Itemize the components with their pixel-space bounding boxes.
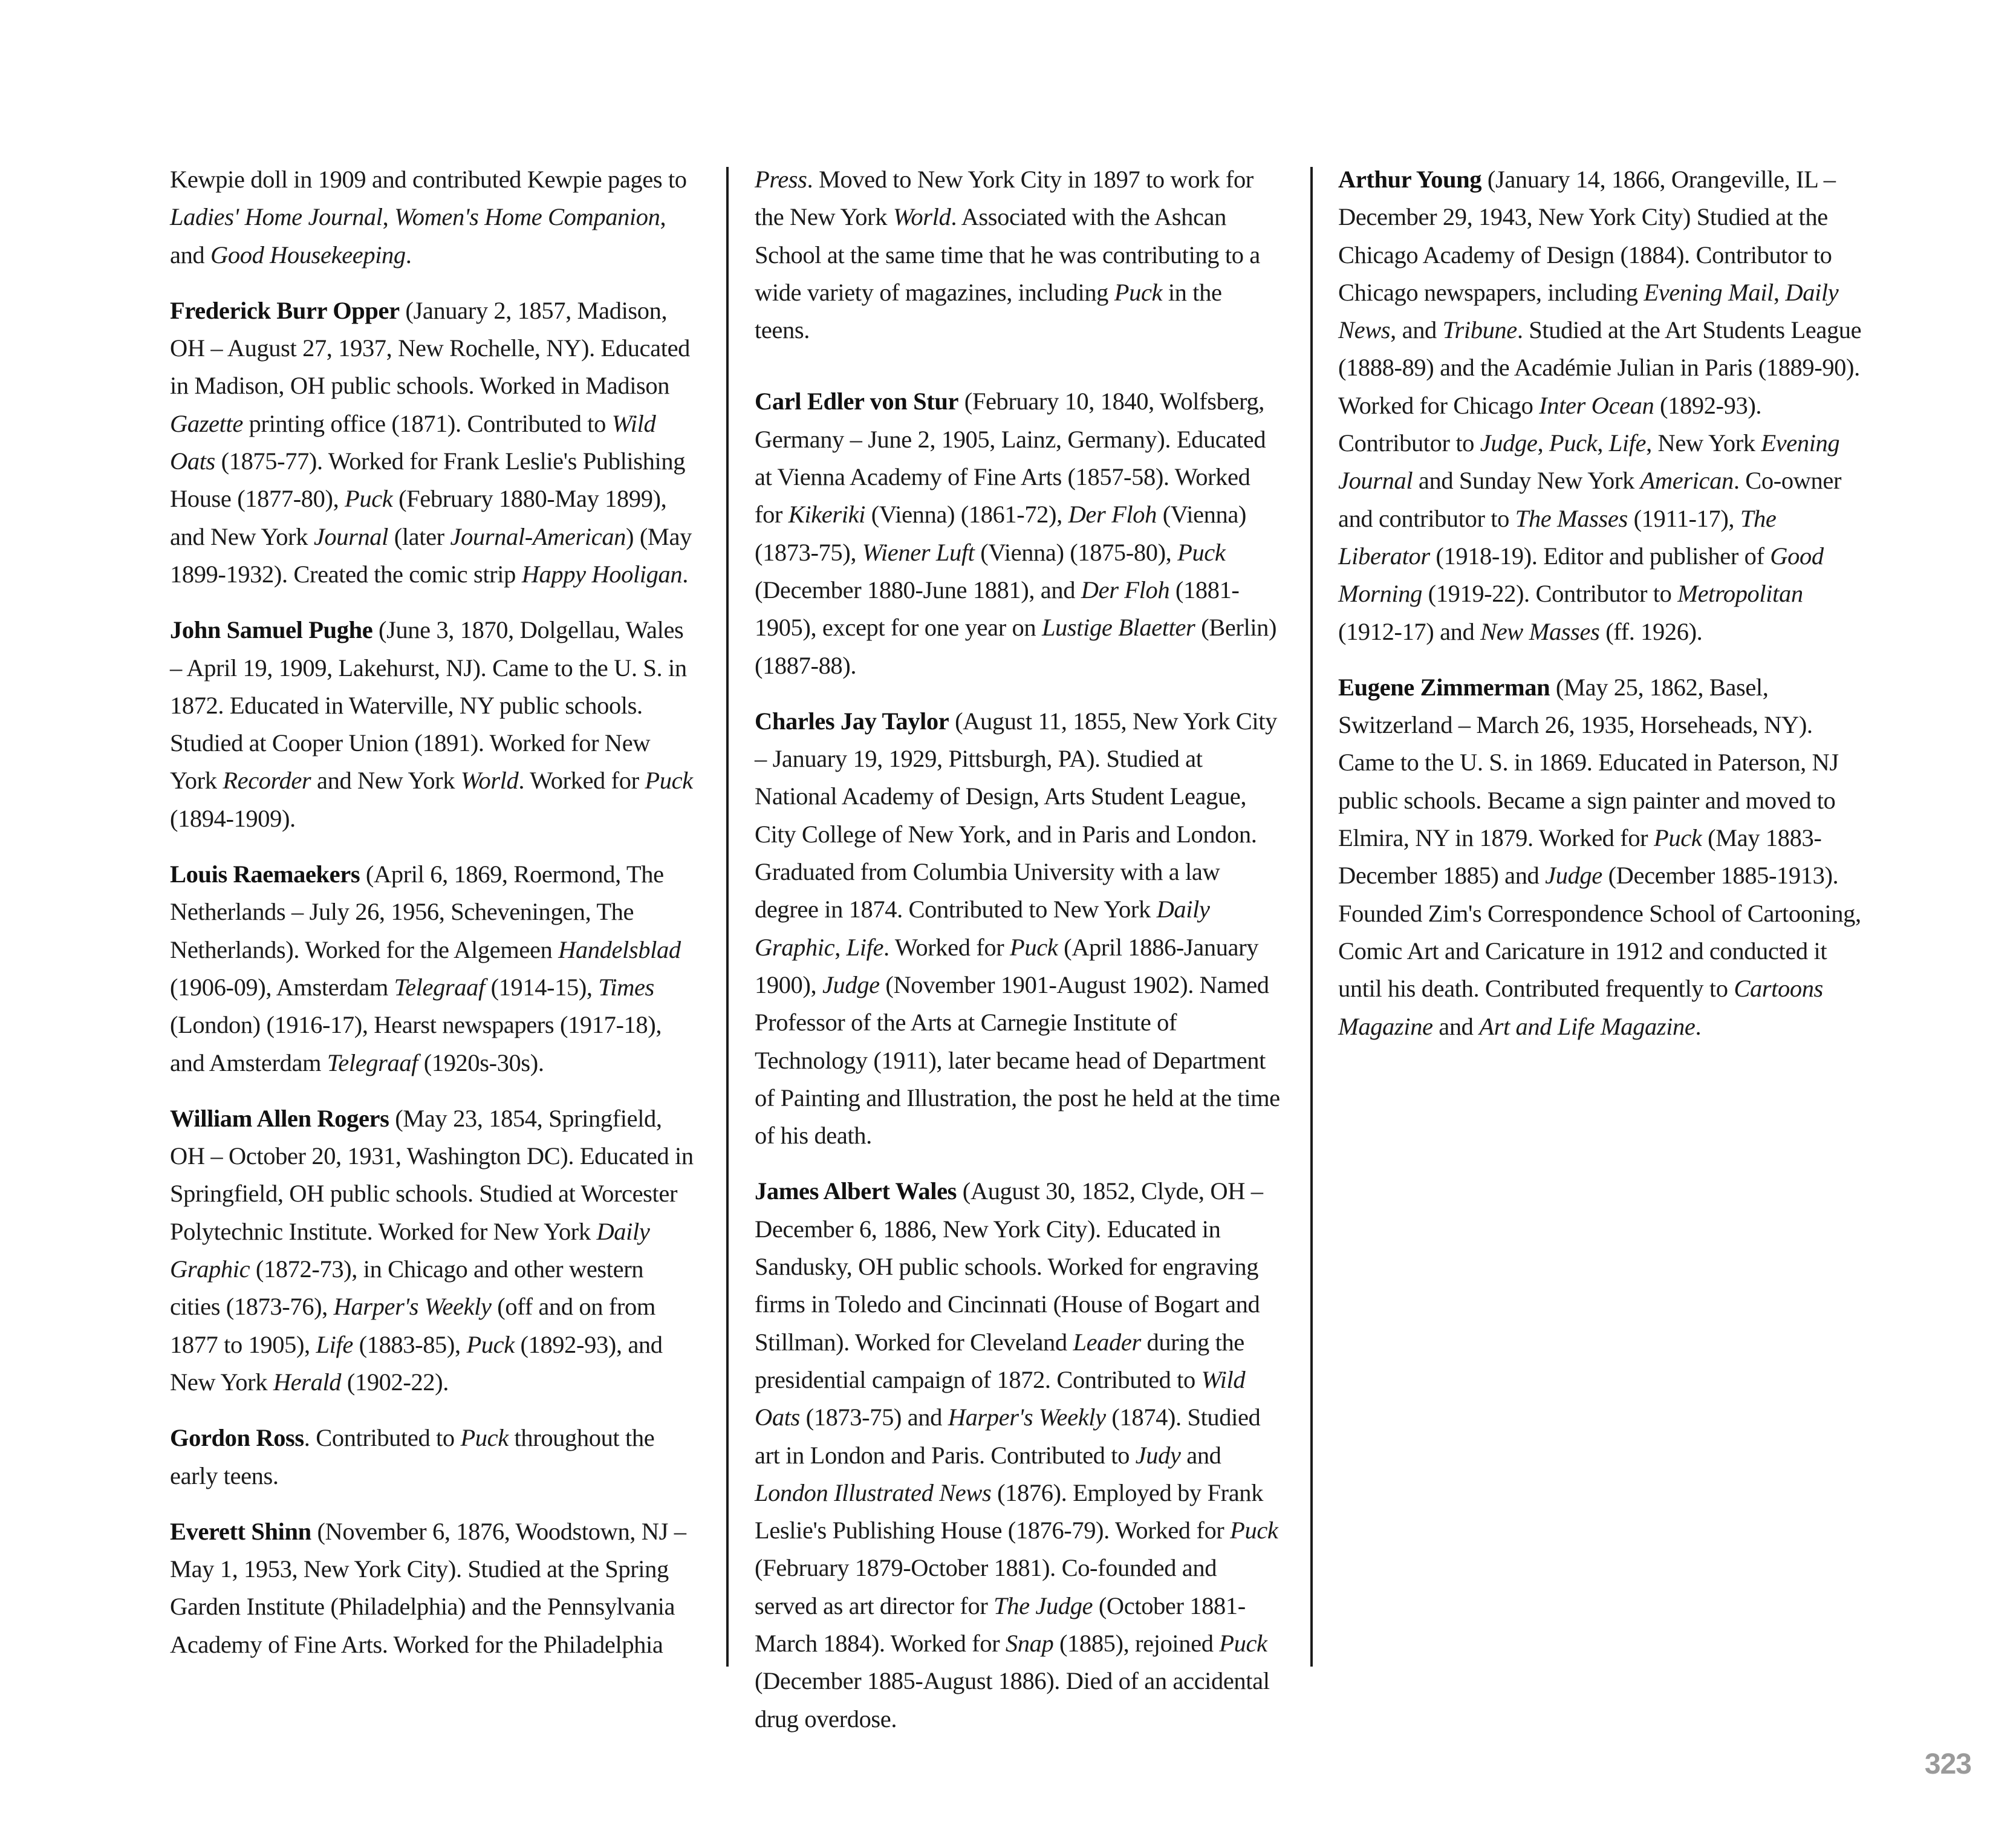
publication-title: Telegraaf xyxy=(394,973,485,1001)
publication-title: Happy Hooligan xyxy=(521,560,683,588)
entry-text: , xyxy=(1537,429,1549,457)
biography-entry xyxy=(755,161,1281,349)
publication-title: New Masses xyxy=(1480,617,1600,645)
publication-title: Herald xyxy=(273,1368,342,1396)
entry-text: , xyxy=(834,933,847,961)
entry-text: Kewpie doll in 1909 and contributed Kewpie pages to xyxy=(170,166,687,193)
entry-text: (1885), rejoined xyxy=(1053,1629,1220,1657)
publication-title: Puck xyxy=(345,485,393,513)
entry-text: (later xyxy=(388,522,450,550)
entry-text: (April 6, 1869, Roermond, The Netherlands – July 26, 1956, Scheveningen, The Netherlands). Worked for the Algemeen xyxy=(170,861,664,963)
publication-title: Wiener Luft xyxy=(862,538,975,566)
publication-title: Metropolitan xyxy=(1677,580,1803,608)
entry-text: (1883-85), xyxy=(353,1330,467,1358)
entry-text: , xyxy=(1597,429,1609,457)
publication-title: Times xyxy=(598,973,654,1001)
entry-text: (February 1880-May 1899), and New York xyxy=(170,485,667,550)
publication-title: Handelsblad xyxy=(558,935,681,963)
entry-name: Eugene Zimmerman xyxy=(1338,673,1550,701)
entry-text: printing office (1871). Contributed to xyxy=(242,409,612,437)
publication-title: Daily Graphic xyxy=(755,896,1210,961)
publication-title: Telegraaf xyxy=(327,1049,418,1076)
publication-title: Gazette xyxy=(170,409,243,437)
publication-title: Good Housekeeping xyxy=(210,241,406,268)
entry-text: (1914-15), xyxy=(484,973,599,1001)
entry-text: (1873-75) and xyxy=(799,1404,948,1431)
entry-name: Everett Shinn xyxy=(170,1517,311,1545)
entry-name: Gordon Ross xyxy=(170,1424,304,1452)
publication-title: Puck xyxy=(1230,1517,1278,1544)
text-column-2 xyxy=(755,161,1281,1756)
entry-text: . xyxy=(405,241,412,268)
entry-text: (London) (1916-17), Hearst newspapers (1917-18), and Amsterdam xyxy=(170,1011,662,1076)
biography-entry xyxy=(1338,669,1864,1046)
biography-entry xyxy=(755,703,1281,1155)
entry-text: and New York xyxy=(311,767,461,795)
entry-text: (Vienna) (1861-72), xyxy=(865,501,1068,529)
entry-text: (1912-17) and xyxy=(1338,617,1481,645)
entry-text: (December 1885-1913). Founded Zim's Correspondence School of Cartooning, Comic Art and Caricature in 1912 and conducted it until his death. Contributed frequently to xyxy=(1338,862,1861,1003)
entry-text: (off and on from 1877 to 1905), xyxy=(170,1293,655,1358)
publication-title: Life xyxy=(316,1330,353,1358)
entry-text: . Worked for xyxy=(518,767,645,795)
publication-title: Wild Oats xyxy=(170,409,656,475)
entry-text: (1875-77). Worked for Frank Leslie's Publishing House (1877-80), xyxy=(170,447,686,513)
entry-text: (November 6, 1876, Woodstown, NJ – May 1, 1953, New York City). Studied at the Spring Garden Institute (Philadelphia) and the Pennsylvania Academy of Fine Arts. Worked for the Philadelphia xyxy=(170,1517,686,1658)
entry-text: . Moved to New York City in 1897 to work for the New York xyxy=(755,166,1253,231)
publication-title: Art and Life Magazine xyxy=(1479,1012,1696,1040)
entry-text: (October 1881-March 1884). Worked for xyxy=(755,1592,1246,1657)
publication-title: World xyxy=(893,203,951,231)
entry-text: (November 1901-August 1902). Named Professor of the Arts at Carnegie Institute of Technology (1911), later became head of Department of Painting and Illustration, the post he held at the time of his death. xyxy=(755,971,1280,1150)
entry-text: (1892-93). Contributor to xyxy=(1338,391,1762,457)
entry-name: James Albert Wales xyxy=(755,1177,957,1205)
entry-text: (February 1879-October 1881). Co-founded and served as art director for xyxy=(755,1554,1217,1619)
entry-text: . Worked for xyxy=(883,933,1010,961)
entry-text: (1881-1905), except for one year on xyxy=(755,576,1240,642)
publication-title: Inter Ocean xyxy=(1539,391,1654,419)
entry-text: during the presidential campaign of 1872. Contributed to xyxy=(755,1328,1244,1393)
entry-text: and xyxy=(1432,1012,1480,1040)
entry-text: , xyxy=(382,203,395,231)
entry-text: (Berlin) (1887-88). xyxy=(755,614,1277,679)
entry-text: in the teens. xyxy=(755,278,1222,344)
publication-title: Good Morning xyxy=(1338,542,1824,608)
publication-title: Puck xyxy=(466,1330,515,1358)
entry-text: (June 3, 1870, Dolgellau, Wales – April 19, 1909, Lakehurst, NJ). Came to the U. S. in 1872. Educated in Waterville, NY public schools. Studied at Cooper Union (1891). Worked for New York xyxy=(170,616,687,795)
entry-text: , and xyxy=(170,203,666,268)
publication-title: Der Floh xyxy=(1068,501,1157,529)
entry-text: (Vienna) (1875-80), xyxy=(974,538,1178,566)
publication-title: Judy xyxy=(1135,1441,1181,1469)
entry-name: Carl Edler von Stur xyxy=(755,388,959,415)
column-divider xyxy=(1310,167,1313,1667)
publication-title: Puck xyxy=(1549,429,1598,457)
entry-text: . Co-owner and contributor to xyxy=(1338,467,1842,532)
biography-entry xyxy=(755,1173,1281,1737)
publication-title: Evening Mail xyxy=(1644,278,1774,306)
entry-text: (1906-09), Amsterdam xyxy=(170,973,394,1001)
entry-name: John Samuel Pughe xyxy=(170,616,373,644)
publication-title: Journal-American xyxy=(450,522,626,550)
biography-entry xyxy=(170,611,696,838)
column-divider xyxy=(726,167,729,1667)
entry-name: Frederick Burr Opper xyxy=(170,296,400,324)
publication-title: Women's Home Companion xyxy=(394,203,660,231)
entry-text: (1902-22). xyxy=(341,1368,449,1396)
entry-text: (1918-19). Editor and publisher of xyxy=(1429,542,1771,570)
entry-text: (1874). Studied art in London and Paris. Contributed to xyxy=(755,1404,1261,1469)
entry-name: Charles Jay Taylor xyxy=(755,707,949,735)
entry-text: (Vienna) (1873-75), xyxy=(755,501,1247,566)
publication-title: Puck xyxy=(460,1424,509,1452)
publication-title: Der Floh xyxy=(1081,576,1170,604)
entry-text: (December 1885-August 1886). Died of an accidental drug overdose. xyxy=(755,1667,1270,1732)
entry-text: (May 23, 1854, Springfield, OH – October 20, 1931, Washington DC). Educated in Springfield, OH public schools. Studied at Worcester Polytechnic Institute. Worked for New York xyxy=(170,1104,694,1245)
entry-text: (1920s-30s). xyxy=(418,1049,544,1076)
publication-title: Press xyxy=(755,166,807,193)
entry-name: Arthur Young xyxy=(1338,166,1482,193)
publication-title: Ladies' Home Journal xyxy=(170,203,383,231)
entry-text: (1919-22). Contributor to xyxy=(1422,580,1678,608)
entry-text: (May 1883-December 1885) and xyxy=(1338,824,1822,890)
publication-title: Life xyxy=(846,933,884,961)
publication-title: Daily News xyxy=(1338,278,1839,344)
entry-text: , xyxy=(1773,278,1786,306)
biography-entry xyxy=(170,856,696,1082)
publication-title: Journal xyxy=(313,522,389,550)
entry-text: and xyxy=(1180,1441,1221,1469)
publication-title: Puck xyxy=(1219,1629,1267,1657)
page-number: 323 xyxy=(1924,1748,1971,1780)
entry-text: (1894-1909). xyxy=(170,804,296,832)
entry-text: (August 11, 1855, New York City – January 19, 1929, Pittsburgh, PA). Studied at National Academy of Design, Arts Student League, City College of New York, and in Paris and London. Graduated from Columbia University with a law degree in 1874. Contributed to New York xyxy=(755,707,1277,923)
publication-title: Wild Oats xyxy=(755,1365,1246,1431)
entry-text: ) (May 1899-1932). Created the comic strip xyxy=(170,522,692,588)
biography-entry xyxy=(170,1100,696,1401)
publication-title: Harper's Weekly xyxy=(948,1404,1106,1431)
publication-title: Judge xyxy=(1480,429,1538,457)
entry-text: throughout the early teens. xyxy=(170,1424,655,1489)
publication-title: Puck xyxy=(1654,824,1702,852)
entry-name: William Allen Rogers xyxy=(170,1104,389,1132)
entry-text: (1892-93), and New York xyxy=(170,1330,663,1396)
publication-title: Recorder xyxy=(223,767,311,795)
text-column-3 xyxy=(1338,161,1864,1064)
publication-title: Judge xyxy=(1545,862,1602,890)
entry-text: (December 1880-June 1881), and xyxy=(755,576,1081,604)
entry-text: . Contributed to xyxy=(304,1424,461,1452)
biography-entry xyxy=(170,161,696,274)
entry-text: (ff. 1926). xyxy=(1599,617,1703,645)
publication-title: The Liberator xyxy=(1338,504,1777,570)
publication-title: World xyxy=(460,767,519,795)
publication-title: Kikeriki xyxy=(788,501,866,529)
publication-title: American xyxy=(1640,467,1734,495)
publication-title: Snap xyxy=(1005,1629,1054,1657)
biography-entry xyxy=(755,383,1281,684)
biography-entry xyxy=(1338,161,1864,651)
entry-text: (January 2, 1857, Madison, OH – August 27, 1937, New Rochelle, NY). Educated in Madison, OH public schools. Worked in Madison xyxy=(170,296,690,400)
entry-text: . xyxy=(682,560,688,588)
publication-title: The Masses xyxy=(1515,504,1628,532)
publication-title: Tribune xyxy=(1442,316,1517,344)
entry-text: (May 25, 1862, Basel, Switzerland – March 26, 1935, Horseheads, NY). Came to the U. S. in 1869. Educated in Paterson, NJ public schools. Became a sign painter and moved to Elmira, NY in 1879. Worked for xyxy=(1338,673,1839,852)
entry-text: (January 14, 1866, Orangeville, IL – December 29, 1943, New York City) Studied at the Chicago Academy of Design (1884). Contributor to Chicago newspapers, including xyxy=(1338,166,1836,306)
publication-title: The Judge xyxy=(993,1592,1093,1619)
publication-title: Puck xyxy=(1177,538,1226,566)
publication-title: Puck xyxy=(1010,933,1058,961)
entry-text: , and xyxy=(1390,316,1443,344)
publication-title: Life xyxy=(1608,429,1647,457)
publication-title: London Illustrated News xyxy=(755,1479,992,1506)
publication-title: Harper's Weekly xyxy=(333,1293,492,1321)
entry-text: (1872-73), in Chicago and other western cities (1873-76), xyxy=(170,1255,644,1321)
publication-title: Judge xyxy=(822,971,880,998)
publication-title: Cartoons Magazine xyxy=(1338,975,1823,1040)
publication-title: Evening Journal xyxy=(1338,429,1840,495)
biography-entry xyxy=(170,1419,696,1495)
entry-text: (1876). Employed by Frank Leslie's Publishing House (1876-79). Worked for xyxy=(755,1479,1263,1544)
entry-text: (February 10, 1840, Wolfsberg, Germany – June 2, 1905, Lainz, Germany). Educated at Vienna Academy of Fine Arts (1857-58). Worked for xyxy=(755,388,1266,529)
publication-title: Puck xyxy=(1114,278,1163,306)
publication-title: Lustige Blaetter xyxy=(1041,614,1195,642)
text-column-1 xyxy=(170,161,696,1682)
publication-title: Daily Graphic xyxy=(170,1217,650,1283)
publication-title: Puck xyxy=(645,767,693,795)
entry-text: , New York xyxy=(1646,429,1761,457)
biography-entry xyxy=(170,292,696,593)
publication-title: Leader xyxy=(1073,1328,1141,1356)
entry-text: . Studied at the Art Students League (1888-89) and the Académie Julian in Paris (1889-90). Worked for Chicago xyxy=(1338,316,1862,419)
entry-text: . Associated with the Ashcan School at the same time that he was contributing to a wide variety of magazines, including xyxy=(755,203,1260,306)
entry-text: . xyxy=(1695,1012,1702,1040)
entry-text: and Sunday New York xyxy=(1413,467,1640,495)
entry-text: (August 30, 1852, Clyde, OH – December 6, 1886, New York City). Educated in Sandusky, OH public schools. Worked for engraving firms in Toledo and Cincinnati (House of Bogart and Stillman). Worked for Cleveland xyxy=(755,1177,1263,1356)
entry-text: (1911-17), xyxy=(1627,504,1740,532)
entry-text: (April 1886-January 1900), xyxy=(755,933,1259,998)
biography-entry xyxy=(170,1513,696,1664)
entry-name: Louis Raemaekers xyxy=(170,861,360,888)
